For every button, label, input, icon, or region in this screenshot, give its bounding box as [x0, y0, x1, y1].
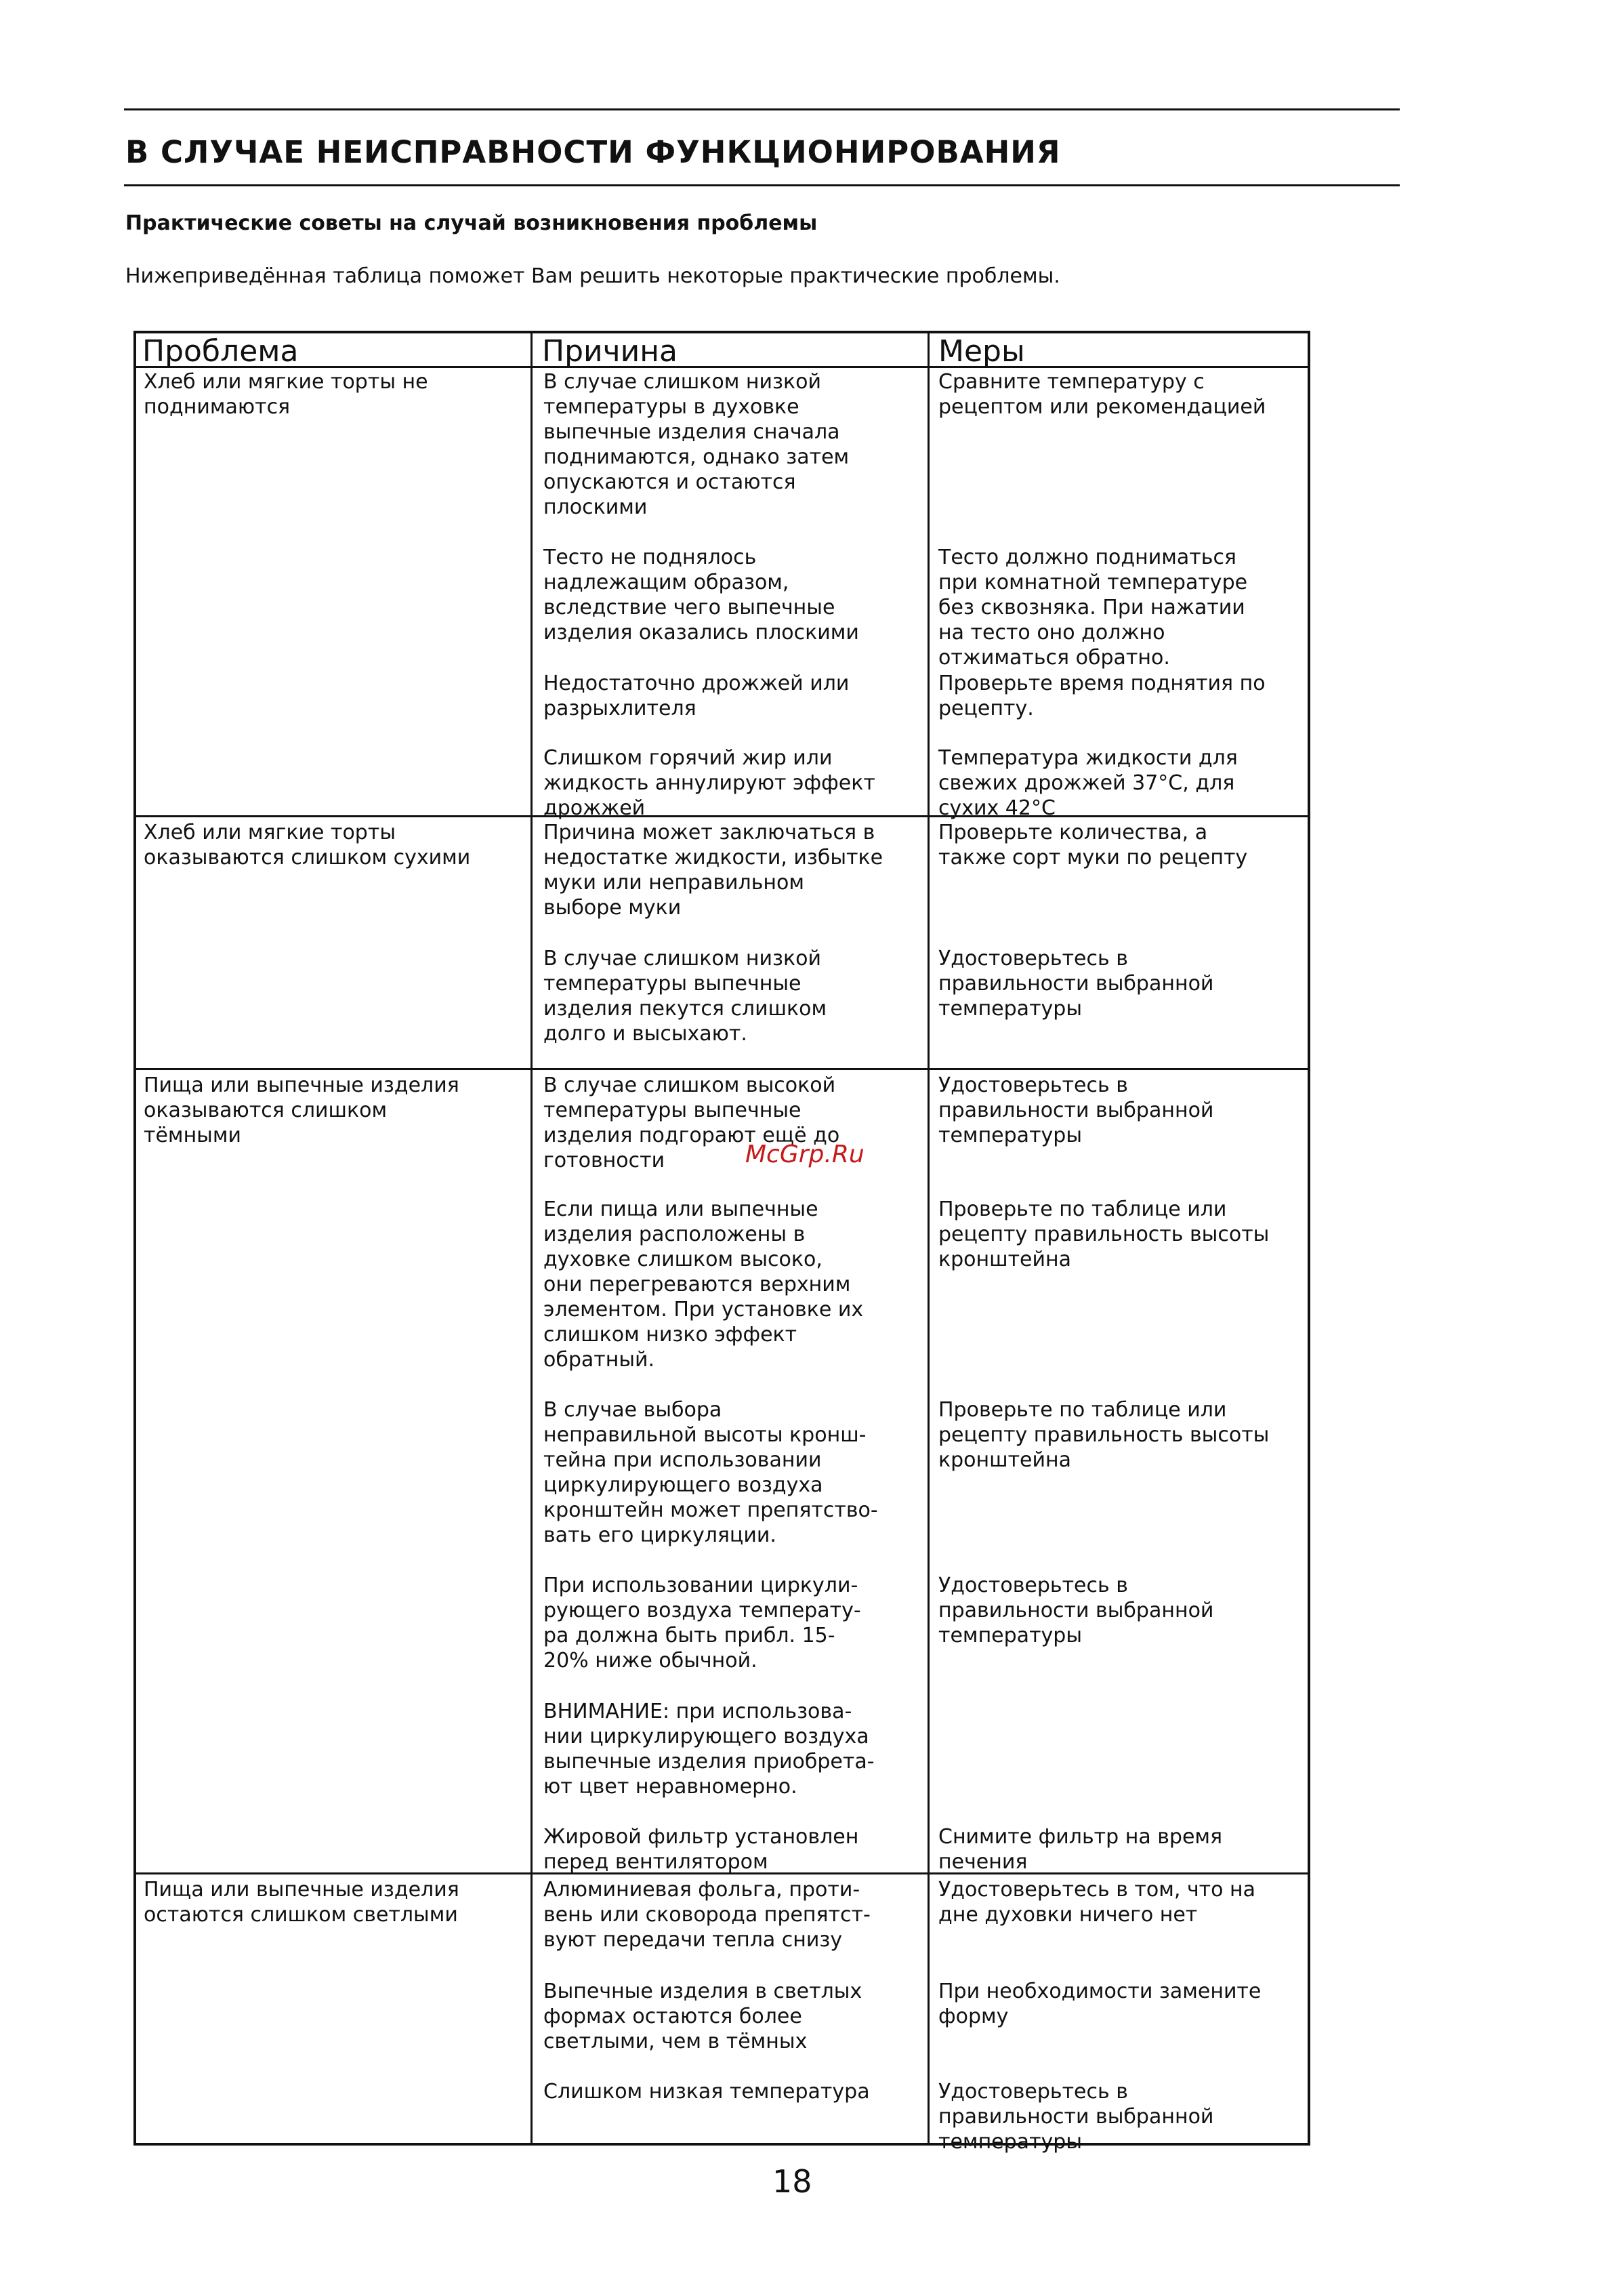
measure-cell: Проверьте количества, а также сорт муки по рецепту: [938, 821, 1248, 869]
measure-cell: Удостоверьтесь в том, что на дне духовки ничего нет: [938, 1878, 1256, 1927]
cause-cell: При использовании циркули- рующего воздуха температу- ра должна быть прибл. 15- 20% ниже обычной.: [543, 1574, 861, 1673]
cause-cell: Недостаточно дрожжей или разрыхлителя: [543, 672, 850, 720]
header-measures: Меры: [938, 334, 1025, 369]
cause-cell: Тесто не поднялось надлежащим образом, вследствие чего выпечные изделия оказались плоскими: [543, 546, 859, 644]
cause-cell: Слишком низкая температура: [543, 2080, 870, 2104]
cause-cell: Алюминиевая фольга, проти- вень или сковорода препятст- вуют передачи тепла снизу: [543, 1878, 871, 1952]
cause-cell: В случае выбора неправильной высоты кронш- тейна при использовании циркулирующего воздуха кронштейн может препятство- вать его циркуляции.: [543, 1398, 878, 1547]
measure-cell: Удостоверьтесь в правильности выбранной температуры: [938, 947, 1214, 1021]
header-cause: Причина: [542, 334, 678, 369]
title-underline: [124, 184, 1400, 186]
problem-cell: Пища или выпечные изделия остаются слишком светлыми: [144, 1878, 459, 1927]
page-number: 18: [772, 2163, 812, 2200]
measure-cell: Удостоверьтесь в правильности выбранной температуры: [938, 1574, 1214, 1647]
measure-cell: Удостоверьтесь в правильности выбранной температуры: [938, 1073, 1214, 1147]
measure-cell: Удостоверьтесь в правильности выбранной температуры: [938, 2080, 1214, 2154]
measure-cell: Проверьте время поднятия по рецепту.: [938, 672, 1266, 720]
intro-text: Нижеприведённая таблица поможет Вам решить некоторые практические проблемы.: [125, 264, 1060, 288]
cause-cell: Слишком горячий жир или жидкость аннулируют эффект дрожжей: [543, 746, 875, 820]
measure-cell: Температура жидкости для свежих дрожжей 37°С, для сухих 42°С: [938, 746, 1238, 820]
cause-cell: В случае слишком низкой температуры выпечные изделия пекутся слишком долго и высыхают.: [543, 947, 827, 1046]
cause-cell: В случае слишком высокой температуры выпечные изделия подгорают ещё до готовности: [543, 1073, 840, 1172]
problem-cell: Пища или выпечные изделия оказываются слишком тёмными: [144, 1073, 459, 1147]
section-subtitle: Практические советы на случай возникновения проблемы: [125, 211, 818, 235]
header-problem: Проблема: [142, 334, 299, 369]
problem-cell: Хлеб или мягкие торты оказываются слишком сухими: [144, 821, 471, 869]
watermark: McGrp.Ru: [745, 1141, 865, 1168]
problem-cell: Хлеб или мягкие торты не поднимаются: [144, 370, 428, 419]
cause-cell: Причина может заключаться в недостатке жидкости, избытке муки или неправильном выборе муки: [543, 821, 883, 920]
measure-cell: Снимите фильтр на время печения: [938, 1825, 1223, 1874]
header-divider: [133, 366, 1310, 368]
row-divider: [133, 1068, 1310, 1070]
measure-cell: Проверьте по таблице или рецепту правильность высоты кронштейна: [938, 1197, 1270, 1271]
cause-cell: Если пища или выпечные изделия расположены в духовке слишком высоко, они перегреваются верхним элементом. При установке их слишком низко эффект обратный.: [543, 1197, 864, 1372]
measure-cell: Сравните температуру с рецептом или рекомендацией: [938, 370, 1266, 419]
cause-cell: Выпечные изделия в светлых формах остаются более светлыми, чем в тёмных: [543, 1980, 862, 2053]
measure-cell: Тесто должно подниматься при комнатной температуре без сквозняка. При нажатии на тесто оно должно отжиматься обратно.: [938, 546, 1248, 670]
measure-cell: Проверьте по таблице или рецепту правильность высоты кронштейна: [938, 1398, 1270, 1472]
top-rule: [124, 108, 1400, 110]
cause-cell: Жировой фильтр установлен перед вентилятором: [543, 1825, 859, 1874]
measure-cell: При необходимости замените форму: [938, 1980, 1262, 2028]
cause-cell: ВНИМАНИЕ: при использова- нии циркулирующего воздуха выпечные изделия приобрета- ют цвет неравномерно.: [543, 1700, 875, 1799]
page-title: В СЛУЧАЕ НЕИСПРАВНОСТИ ФУНКЦИОНИРОВАНИЯ: [125, 134, 1061, 170]
cause-cell: В случае слишком низкой температуры в духовке выпечные изделия сначала поднимаются, однако затем опускаются и остаются плоскими: [543, 370, 850, 519]
